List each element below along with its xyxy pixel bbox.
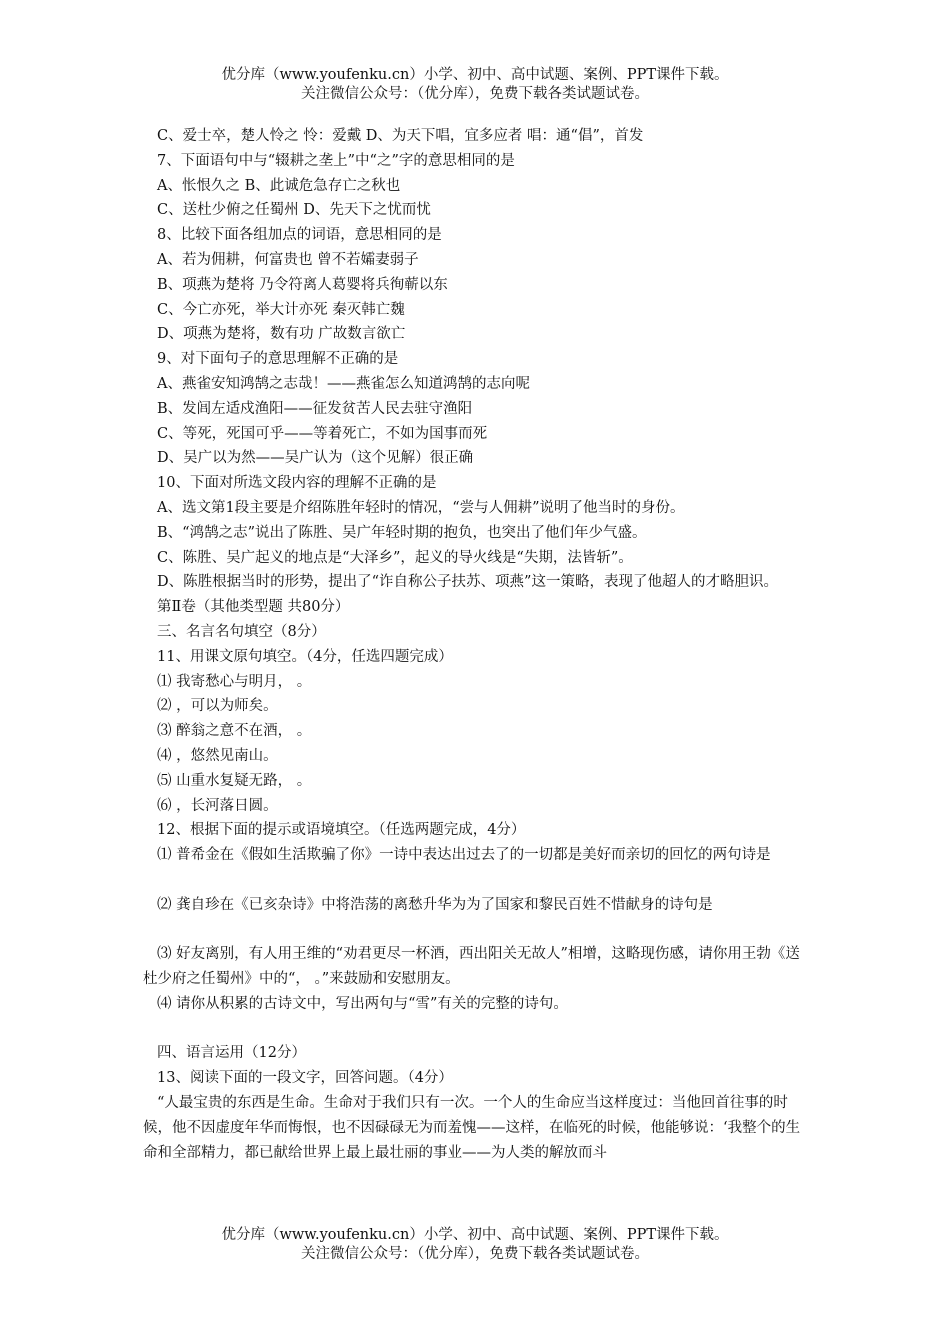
q13-passage: “人最宝贵的东西是生命。生命对于我们只有一次。一个人的生命应当这样度过：当他回首往事的时候，他不因虚度年华而悔恨，也不因碌碌无为而羞愧——这样，在临死的时候，他能够说：‘我整个的生命和全部精力，都已献给世界上最上最壮丽的事业——为人类的解放而斗: [143, 1095, 801, 1161]
q8-option-b: B、项燕为楚将 乃令符离人葛婴将兵徇蕲以东: [157, 276, 448, 293]
q11-item-2: ⑵ ，可以为师矣。: [157, 698, 278, 715]
q10-stem: 10、下面对所选文段内容的理解不正确的是: [157, 475, 437, 492]
q12-item-1: ⑴ 普希金在《假如生活欺骗了你》一诗中表达出过去了的一切都是美好而亲切的回忆的两句诗是: [157, 847, 771, 864]
page-header: [0, 66, 950, 104]
q12-item-4: ⑷ 请你从积累的古诗文中，写出两句与“雪”有关的完整的诗句。: [157, 995, 568, 1012]
q13-stem: 13、阅读下面的一段文字，回答问题。（4分）: [157, 1070, 453, 1087]
q9-option-b: B、发闾左适戍渔阳——征发贫苦人民去驻守渔阳: [157, 400, 473, 417]
document-body: [143, 124, 807, 1165]
answer-space: [143, 1017, 807, 1042]
q7-stem: 7、下面语句中与“辍耕之垄上”中“之”字的意思相同的是: [157, 152, 515, 169]
q8-option-a: A、若为佣耕，何富贵也 曾不若孀妻弱子: [157, 251, 419, 268]
q11-item-5: ⑸ 山重水复疑无路， 。: [157, 772, 312, 789]
q10-option-c: C、陈胜、吴广起义的地点是“大泽乡”，起义的导火线是“失期，法皆斩”。: [157, 549, 633, 566]
header-line-1: 优分库（www.youfenku.cn）小学、初中、高中试题、案例、PPT课件下载。: [221, 67, 729, 83]
q11-item-4: ⑷ ，悠然见南山。: [157, 747, 278, 764]
q7-option-ab: A、怅恨久之 B、此诚危急存亡之秋也: [157, 177, 401, 194]
section-4-title: 四、语言运用（12分）: [157, 1045, 306, 1062]
q12-stem: 12、根据下面的提示或语境填空。（任选两题完成，4分）: [157, 822, 526, 839]
header-line-2: 关注微信公众号：（优分库），免费下载各类试题试卷。: [301, 86, 649, 102]
q9-option-c: C、等死，死国可乎——等着死亡，不如为国事而死: [157, 425, 488, 442]
q11-item-3: ⑶ 醉翁之意不在酒， 。: [157, 723, 312, 740]
answer-space: [143, 918, 807, 943]
q10-option-d: D、陈胜根据当时的形势，提出了“诈自称公子扶苏、项燕”这一策略，表现了他超人的才略胆识。: [157, 574, 778, 591]
q11-stem: 11、用课文原句填空。（4分，任选四题完成）: [157, 648, 453, 665]
q8-option-c: C、今亡亦死，举大计亦死 秦灭韩亡魏: [157, 301, 405, 318]
q11-item-1: ⑴ 我寄愁心与明月， 。: [157, 673, 312, 690]
section-3-title: 三、名言名句填空（8分）: [157, 623, 326, 640]
q9-option-a: A、燕雀安知鸿鹄之志哉！——燕雀怎么知道鸿鹄的志向呢: [157, 375, 530, 392]
q9-stem: 9、对下面句子的意思理解不正确的是: [157, 351, 399, 368]
q12-item-2: ⑵ 龚自珍在《已亥杂诗》中将浩荡的离愁升华为为了国家和黎民百姓不惜献身的诗句是: [157, 896, 713, 913]
q8-stem: 8、比较下面各组加点的词语，意思相同的是: [157, 227, 442, 244]
q8-option-d: D、项燕为楚将，数有功 广故数言欲亡: [157, 326, 406, 343]
footer-line-1: 优分库（www.youfenku.cn）小学、初中、高中试题、案例、PPT课件下载。: [221, 1227, 729, 1243]
q9-option-d: D、吴广以为然——吴广认为（这个见解）很正确: [157, 450, 474, 467]
q12-item-3: ⑶ 好友离别，有人用王维的“劝君更尽一杯酒，西出阳关无故人”相增，这略现伤感，请你用王勃《送杜少府之任蜀州》中的“， 。”来鼓励和安慰朋友。: [143, 946, 800, 988]
q11-item-6: ⑹ ，长河落日圆。: [157, 797, 278, 814]
part-2-title: 第Ⅱ卷（其他类型题 共80分）: [157, 599, 350, 616]
q10-option-b: B、“鸿鹄之志”说出了陈胜、吴广年轻时期的抱负，也突出了他们年少气盛。: [157, 524, 647, 541]
q6-option-cd: C、爱士卒，楚人怜之 怜：爱戴 D、为天下唱，宜多应者 唱：通“倡”，首发: [157, 128, 644, 144]
footer-line-2: 关注微信公众号：（优分库），免费下载各类试题试卷。: [301, 1246, 649, 1262]
q7-option-cd: C、送杜少俯之任蜀州 D、先天下之忧而忧: [157, 202, 431, 219]
page-footer: [0, 1226, 950, 1264]
answer-space: [143, 868, 807, 893]
q10-option-a: A、选文第1段主要是介绍陈胜年轻时的情况，“尝与人佣耕”说明了他当时的身份。: [157, 499, 685, 516]
